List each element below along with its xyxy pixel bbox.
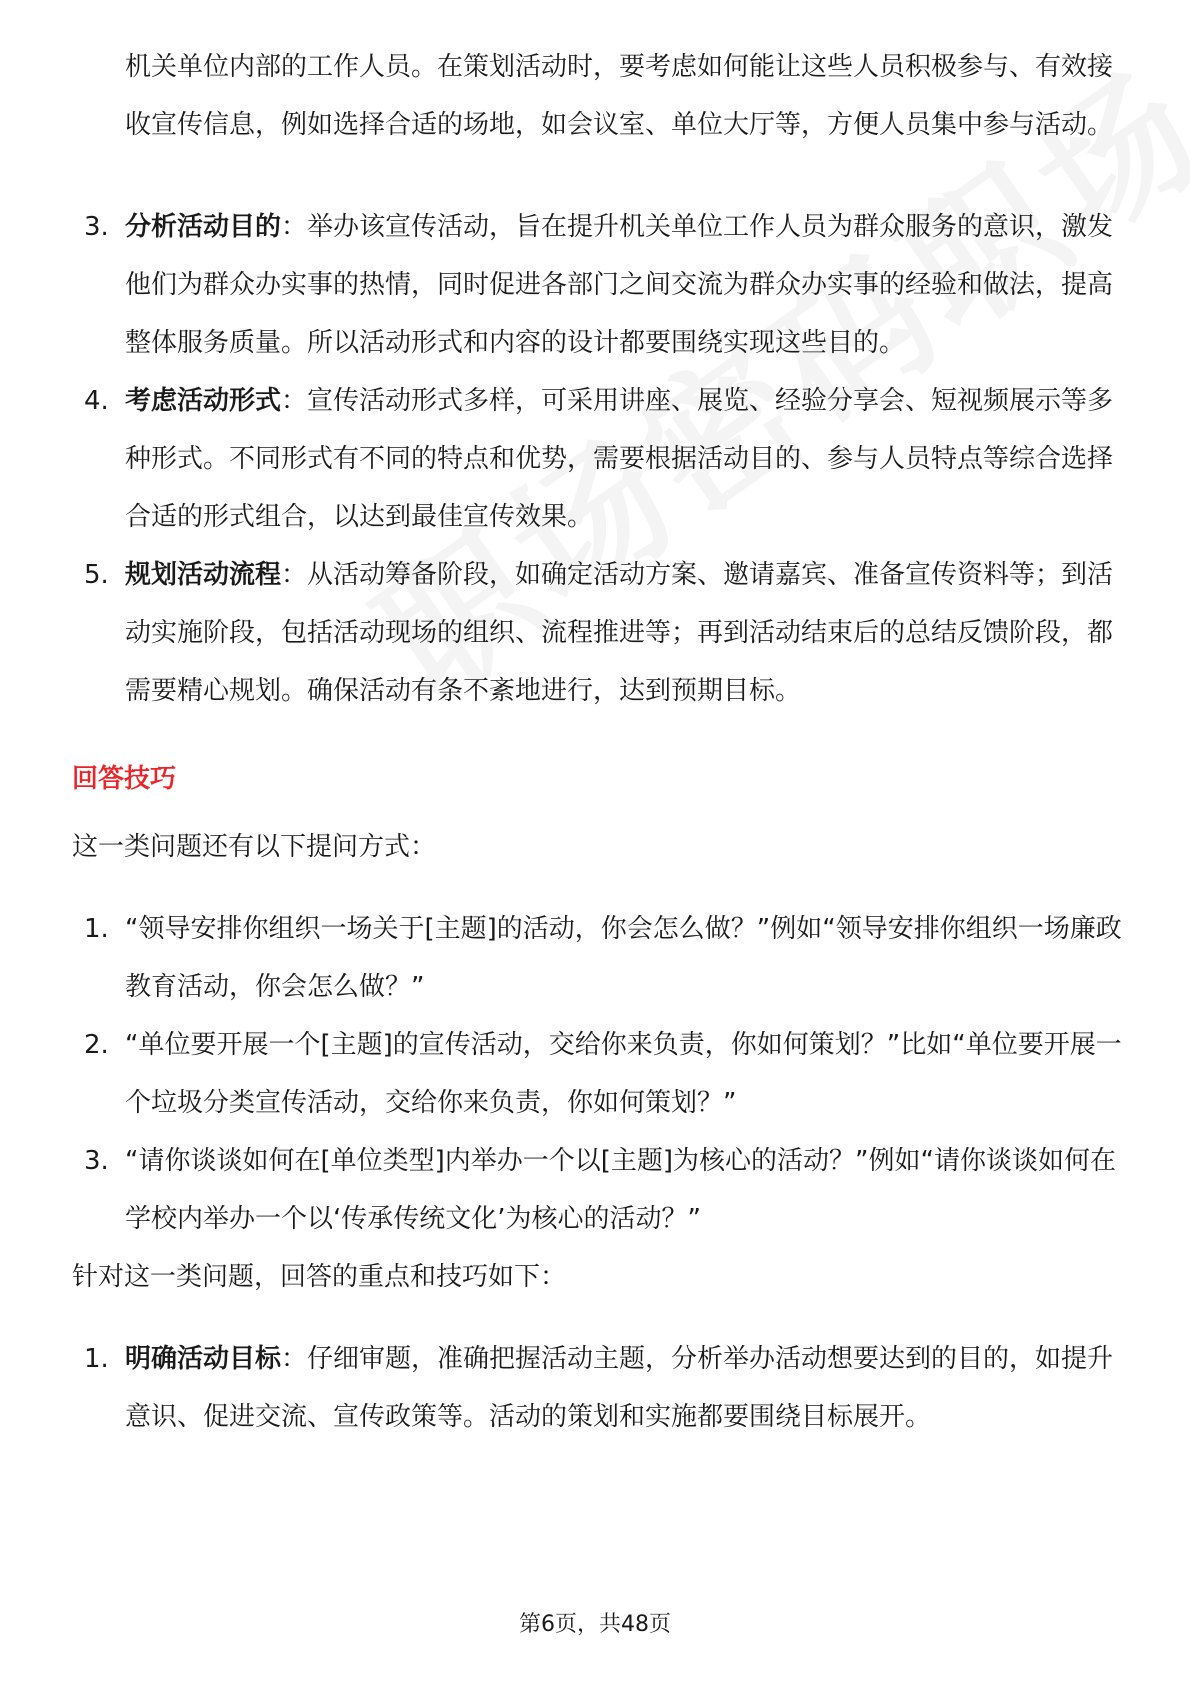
list-item [0,1330,1125,1446]
list-text: ：举办该宣传活动，旨在提升机关单位工作人员为群众服务的意识，激发他们为群众办实事的热情，同时促进各部门之间交流为群众办实事的经验和做法，提高整体服务质量。所以活动形式和内容的设计都要围绕实现这些目的。 [125,212,1114,358]
top-continuation-paragraph: 机关单位内部的工作人员。在策划活动时，要考虑如何能让这些人员积极参与、有效接收宣传信息，例如选择合适的场地，如会议室、单位大厅等，方便人员集中参与活动。 [125,52,1114,140]
list-number: 1. [84,1344,109,1374]
list-text: “领导安排你组织一场关于[主题]的活动，你会怎么做？”例如“领导安排你组织一场廉政教育活动，你会怎么做？” [125,914,1122,1002]
list-item [0,1132,1125,1248]
list-item [0,1016,1125,1132]
question-list [0,900,1190,1248]
list-number: 2. [84,1030,109,1060]
tips-list [0,1330,1190,1446]
list-number: 3. [84,1146,109,1176]
list-item [0,198,1125,372]
intro-questions-paragraph: 这一类问题还有以下提问方式： [72,832,437,862]
list-item [0,900,1125,1016]
list-term: 规划活动流程 [125,560,282,590]
section-title: 回答技巧 [72,764,177,794]
list-text: “单位要开展一个[主题]的宣传活动，交给你来负责，你如何策划？”比如“单位要开展一个垃圾分类宣传活动，交给你来负责，你如何策划？” [125,1030,1122,1118]
list-item [0,546,1125,720]
list-term: 明确活动目标 [125,1344,282,1374]
list-number: 4. [84,386,109,416]
list-number: 1. [84,914,109,944]
list-text: ：宣传活动形式多样，可采用讲座、展览、经验分享会、短视频展示等多种形式。不同形式有不同的特点和优势，需要根据活动目的、参与人员特点等综合选择合适的形式组合，以达到最佳宣传效果。 [125,386,1114,532]
page-footer: 第6页，共48页 [519,1612,671,1637]
list-text: ：从活动筹备阶段，如确定活动方案、邀请嘉宾、准备宣传资料等；到活动实施阶段，包括活动现场的组织、流程推进等；再到活动结束后的总结反馈阶段，都需要精心规划。确保活动有条不紊地进行，达到预期目标。 [125,560,1114,706]
list-text: ：仔细审题，准确把握活动主题，分析举办活动想要达到的目的，如提升意识、促进交流、宣传政策等。活动的策划和实施都要围绕目标展开。 [125,1344,1114,1432]
list-number: 3. [84,212,109,242]
list-item [0,372,1125,546]
list-term: 考虑活动形式 [125,386,282,416]
list-text: “请你谈谈如何在[单位类型]内举办一个以[主题]为核心的活动？”例如“请你谈谈如何在学校内举办一个以‘传承传统文化’为核心的活动？” [125,1146,1116,1234]
intro-tips-paragraph: 针对这一类问题，回答的重点和技巧如下： [72,1262,567,1292]
analysis-list [0,198,1190,720]
list-number: 5. [84,560,109,590]
list-term: 分析活动目的 [125,212,282,242]
